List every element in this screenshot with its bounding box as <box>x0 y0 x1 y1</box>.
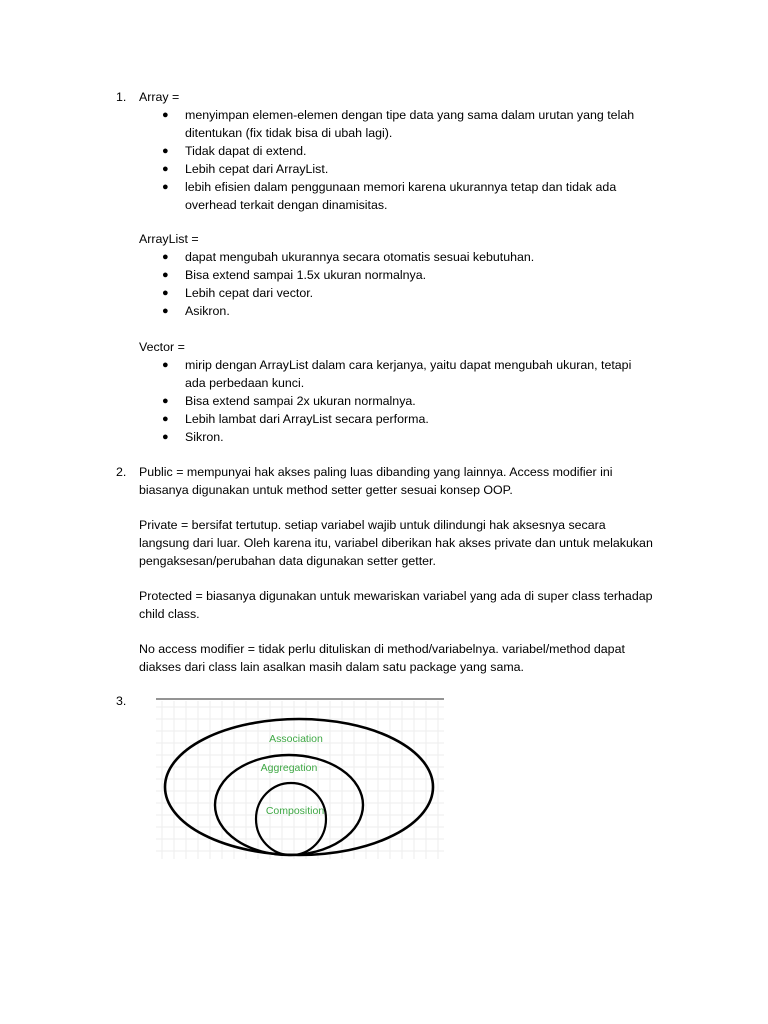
paragraph-text: langsung dari luar. Oleh karena itu, variabel diberikan hak akses private dan untuk melakukan <box>139 536 653 550</box>
bullet-text: mirip dengan ArrayList dalam cara kerjanya, yaitu dapat mengubah ukuran, tetapi <box>185 358 632 372</box>
section-heading: Array = <box>139 90 180 104</box>
bullet-icon: ● <box>162 109 169 121</box>
bullet-icon: ● <box>162 413 169 425</box>
section-heading: Vector = <box>139 340 185 354</box>
bullet-text: Bisa extend sampai 2x ukuran normalnya. <box>185 394 416 408</box>
bullet-icon: ● <box>162 359 169 371</box>
paragraph-text: No access modifier = tidak perlu dituliskan di method/variabelnya. variabel/method dapat <box>139 642 625 656</box>
paragraph-text: child class. <box>139 607 200 621</box>
bullet-icon: ● <box>162 305 169 317</box>
bullet-text: Lebih cepat dari ArrayList. <box>185 162 329 176</box>
paragraph-text: Public = mempunyai hak akses paling luas dibanding yang lainnya. Access modifier ini <box>139 465 613 479</box>
bullet-text: ditentukan (fix tidak bisa di ubah lagi). <box>185 126 393 140</box>
paragraph-text: Protected = biasanya digunakan untuk mewariskan variabel yang ada di super class terhadap <box>139 589 653 603</box>
paragraph-text: biasanya digunakan untuk method setter getter sesuai konsep OOP. <box>139 483 513 497</box>
list-number: 3. <box>116 694 127 708</box>
paragraph-text: pengaksesan/perubahan data digunakan setter getter. <box>139 554 436 568</box>
list-number: 2. <box>116 465 127 479</box>
diagram-label-composition: Composition <box>265 805 325 817</box>
diagram-label-association: Association <box>269 733 323 745</box>
bullet-text: lebih efisien dalam penggunaan memori karena ukurannya tetap dan tidak ada <box>185 180 617 194</box>
bullet-text: menyimpan elemen-elemen dengan tipe data yang sama dalam urutan yang telah <box>185 108 635 122</box>
paragraph-text: Private = bersifat tertutup. setiap variabel wajib untuk dilindungi hak aksesnya secara <box>139 518 606 532</box>
bullet-text: dapat mengubah ukurannya secara otomatis sesuai kebutuhan. <box>185 250 535 264</box>
bullet-text: Bisa extend sampai 1.5x ukuran normalnya. <box>185 268 427 282</box>
paragraph-text: diakses dari class lain asalkan masih dalam satu package yang sama. <box>139 660 524 674</box>
bullet-text: ada perbedaan kunci. <box>185 376 305 390</box>
bullet-text: overhead terkait dengan dinamisitas. <box>185 198 388 212</box>
bullet-icon: ● <box>162 269 169 281</box>
bullet-text: Tidak dapat di extend. <box>185 144 307 158</box>
bullet-icon: ● <box>162 251 169 263</box>
bullet-text: Asikron. <box>185 304 230 318</box>
bullet-icon: ● <box>162 431 169 443</box>
bullet-text: Sikron. <box>185 430 224 444</box>
diagram-label-aggregation: Aggregation <box>260 762 318 774</box>
oop-relationship-diagram <box>156 697 444 859</box>
bullet-icon: ● <box>162 287 169 299</box>
bullet-icon: ● <box>162 145 169 157</box>
bullet-icon: ● <box>162 181 169 193</box>
section-heading: ArrayList = <box>139 232 199 246</box>
bullet-text: Lebih cepat dari vector. <box>185 286 314 300</box>
bullet-text: Lebih lambat dari ArrayList secara performa. <box>185 412 429 426</box>
bullet-icon: ● <box>162 163 169 175</box>
list-number: 1. <box>116 90 127 104</box>
diagram-background <box>156 697 444 859</box>
bullet-icon: ● <box>162 395 169 407</box>
